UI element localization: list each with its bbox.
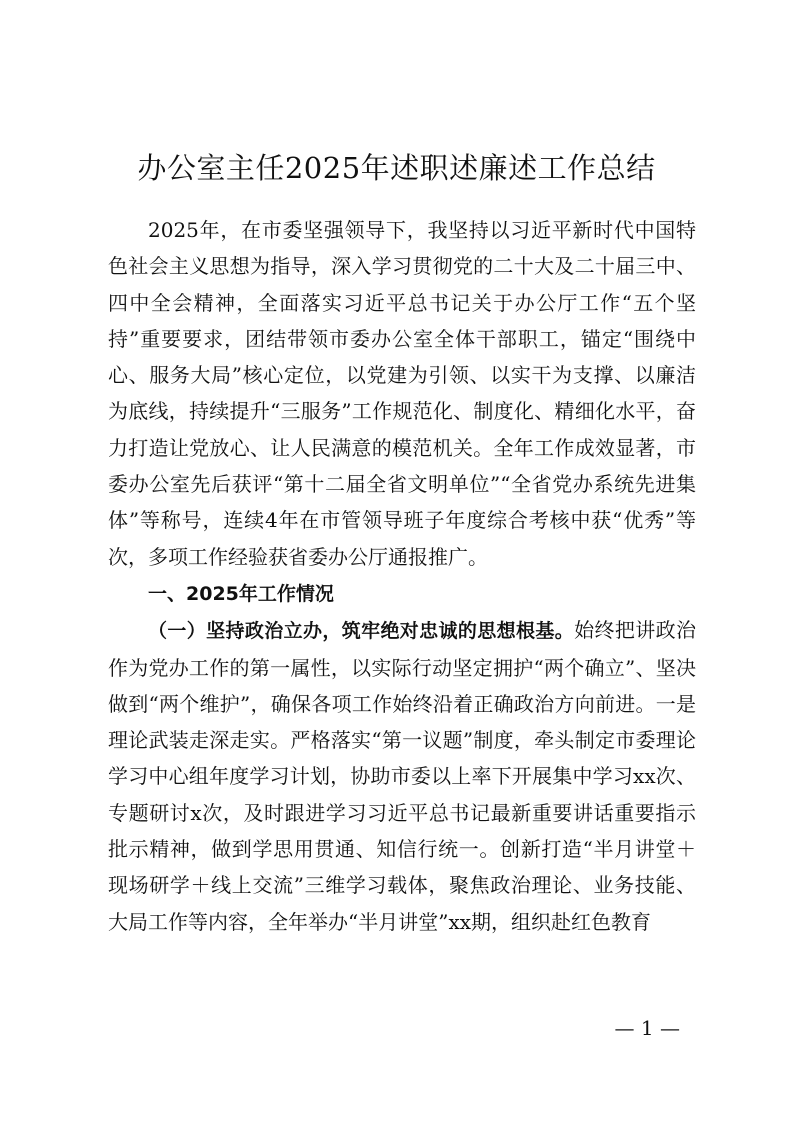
section-1-heading: 一、2025年工作情况 [148,582,334,605]
subsection-paragraph [108,612,696,940]
section-heading [108,575,696,612]
page-number: — 1 — [614,1016,680,1040]
subsection-1-heading: （一）坚持政治立办，筑牢绝对忠诚的思想根基。 [148,620,575,643]
document-title: 办公室主任2025年述职述廉述工作总结 [137,151,656,185]
subsection-1-text: 始终把讲政治作为党办工作的第一属性，以实际行动坚定拥护“两个确立”、坚决做到“两个维护”，确保各项工作始终沿着正确政治方向前进。一是理论武装走深走实。严格落实“第一议题”制度，牵头制定市委理论学习中心组年度学习计划，协助市委以上率下开展集中学习xx次、专题研讨x次，及时跟进学习习近平总书记最新重要讲话重要指示批示精神，做到学思用贯通、知信行统一。创新打造“半月讲堂＋现场研学＋线上交流”三维学习载体，聚焦政治理论、业务技能、大局工作等内容，全年举办“半月讲堂”xx期，组织赴红色教育 [108,618,696,934]
document-body [108,212,696,940]
intro-paragraph: 2025年，在市委坚强领导下，我坚持以习近平新时代中国特色社会主义思想为指导，深入学习贯彻党的二十大及二十届三中、四中全会精神，全面落实习近平总书记关于办公厅工作“五个坚持”重要要求，团结带领市委办公室全体干部职工，锚定“围绕中心、服务大局”核心定位，以党建为引领、以实干为支撑、以廉洁为底线，持续提升“三服务”工作规范化、制度化、精细化水平，奋力打造让党放心、让人民满意的模范机关。全年工作成效显著，市委办公室先后获评“第十二届全省文明单位”“全省党办系统先进集体”等称号，连续4年在市管领导班子年度综合考核中获“优秀”等次，多项工作经验获省委办公厅通报推广。 [108,218,696,569]
